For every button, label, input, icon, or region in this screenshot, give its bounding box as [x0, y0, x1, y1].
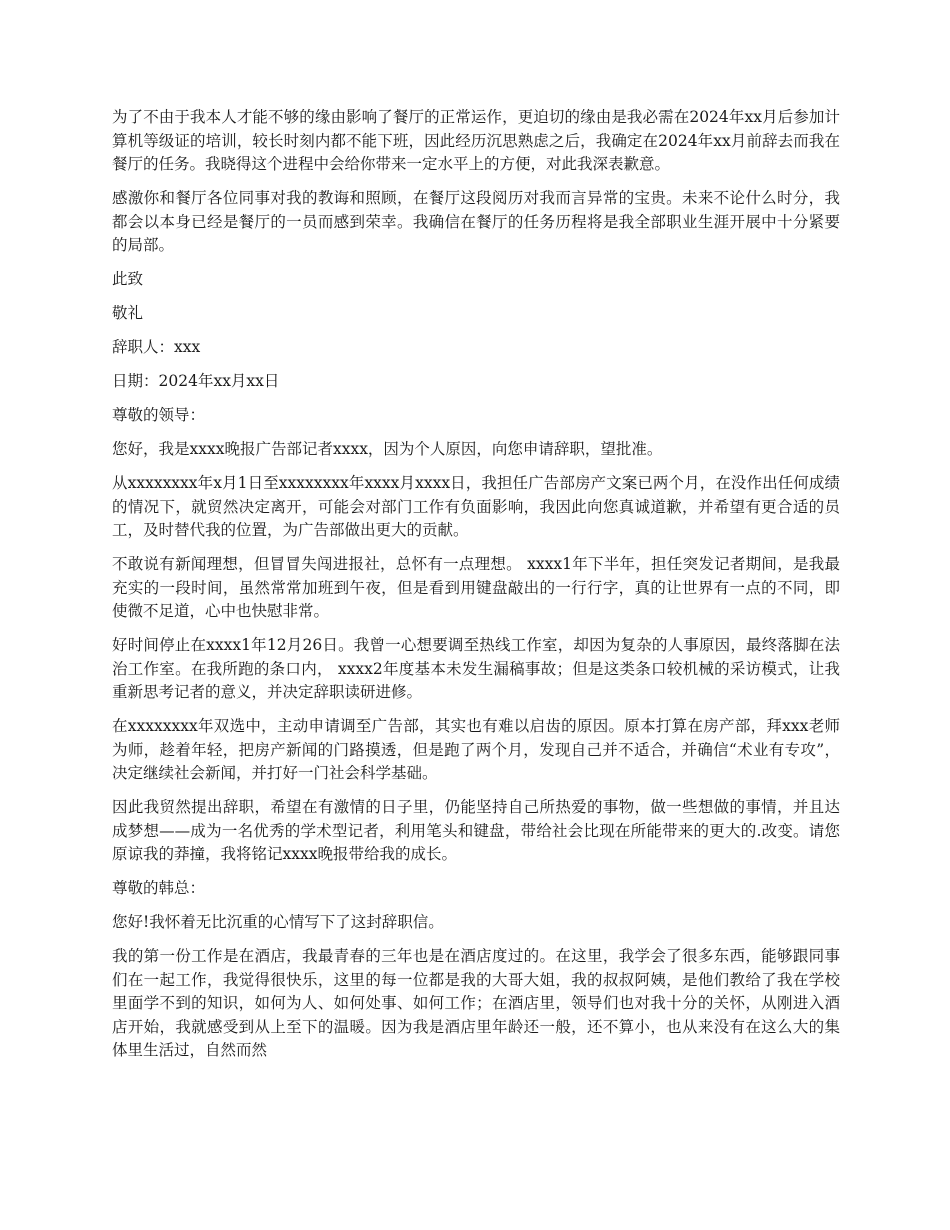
closing-regards: 敬礼: [112, 304, 144, 322]
greeting: 尊敬的韩总：: [112, 879, 206, 897]
paragraph: 我的第一份工作是在酒店，我最青春的三年也是在酒店度过的。在这里，我学会了很多东西，能够跟同事们在一起工作，我觉得很快乐，这里的每一位都是我的大哥大姐，我的叔叔阿姨，是他们教给了我在学校里面学不到的知识，如何为人、如何处事、如何工作；在酒店里，领导们也对我十分的关怀，从刚进入酒店开始，我就感受到从上至下的温暖。因为我是酒店里年龄还一般，还不算小，也从来没有在这么大的集体里生活过，自然而然: [112, 947, 840, 1059]
date-line: 日期：2024年xx月xx日: [112, 372, 280, 390]
paragraph: 好时间停止在xxxx1年12月26日。我曾一心想要调至热线工作室，却因为复杂的人事原因，最终落脚在法治工作室。在我所跑的条口内， xxxx2年度基本未发生漏稿事故；但是这类条口较机械的采访模式，让我重新思考记者的意义，并决定辞职读研进修。: [112, 636, 840, 701]
greeting: 尊敬的领导：: [112, 406, 206, 424]
paragraph: 为了不由于我本人才能不够的缘由影响了餐厅的正常运作，更迫切的缘由是我必需在2024年xx月后参加计算机等级证的培训，较长时刻内都不能下班，因此经历沉思熟虑之后，我确定在2024年xx月前辞去而我在餐厅的任务。我晓得这个进程中会给你带来一定水平上的方便，对此我深表歉意。: [112, 108, 840, 173]
paragraph: 您好，我是xxxx晚报广告部记者xxxx，因为个人原因，向您申请辞职，望批准。: [112, 440, 663, 458]
document-body: [112, 106, 840, 1073]
signature-line: 辞职人：xxx: [112, 338, 201, 356]
paragraph: 您好!我怀着无比沉重的心情写下了这封辞职信。: [112, 913, 444, 931]
paragraph: 因此我贸然提出辞职，希望在有激情的日子里，仍能坚持自己所热爱的事物，做一些想做的事情，并且达成梦想——成为一名优秀的学术型记者，利用笔头和键盘，带给社会比现在所能带来的更大的.改变。请您原谅我的莽撞，我将铭记xxxx晚报带给我的成长。: [112, 798, 840, 863]
paragraph: 从xxxxxxxx年x月1日至xxxxxxxx年xxxx月xxxx日，我担任广告部房产文案已两个月，在没作出任何成绩的情况下，就贸然决定离开，可能会对部门工作有负面影响，我因此向您真诚道歉，并希望有更合适的员工，及时替代我的位置，为广告部做出更大的贡献。: [112, 474, 840, 539]
paragraph: 不敢说有新闻理想，但冒冒失闯进报社，总怀有一点理想。 xxxx1年下半年，担任突发记者期间，是我最充实的一段时间，虽然常常加班到午夜，但是看到用键盘敲出的一行行字，真的让世界有一点的不同，即使微不足道，心中也快慰非常。: [112, 555, 840, 620]
paragraph: 感激你和餐厅各位同事对我的教诲和照顾，在餐厅这段阅历对我而言异常的宝贵。未来不论什么时分，我都会以本身已经是餐厅的一员而感到荣幸。我确信在餐厅的任务历程将是我全部职业生涯开展中十分紧要的局部。: [112, 189, 840, 254]
closing-salutation: 此致: [112, 270, 144, 288]
paragraph: 在xxxxxxxx年双选中，主动申请调至广告部，其实也有难以启齿的原因。原本打算在房产部，拜xxx老师为师，趁着年轻，把房产新闻的门路摸透，但是跑了两个月，发现自己并不适合，并确信“术业有专攻”，决定继续社会新闻，并打好一门社会科学基础。: [112, 717, 840, 782]
